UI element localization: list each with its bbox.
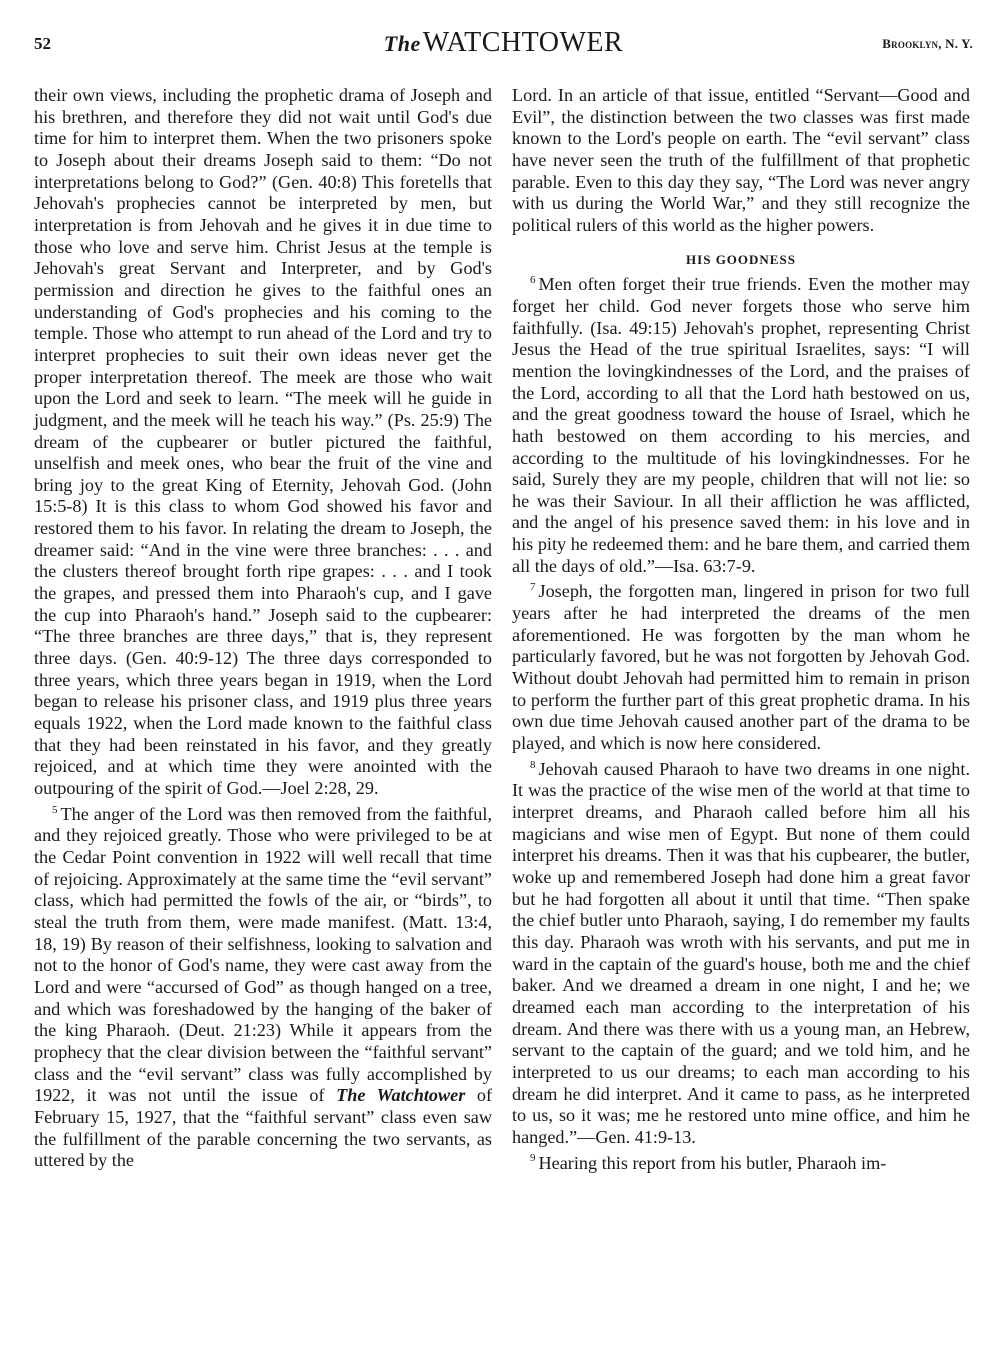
paragraph-continued: their own views, including the prophetic drama of Joseph and his brethren, and therefore they did not wait until God's due time for him to interpret them. When the two prisoners spoke to Joseph about their dreams Joseph said to them: “Do not interpretations belong to God?” (Gen. 40:8) This foretells that Jehovah's prophecies cannot be interpreted by men, but interpretation is from Jehovah and he gives it in due time to those who love and serve him. Christ Jesus at the temple is Jehovah's great Servant and Interpreter, and by God's permission and direction he gives to the faithful ones an understanding of God's prophecies and his coming to the temple. Those who attempt to run ahead of the Lord and try to interpret prophecies to suit their own ideas never get the proper interpretation thereof. The meek are those who wait upon the Lord and seek to learn. “The meek will he guide in judgment, and the meek will he teach his way.” (Ps. 25:9) The dream of the cupbearer or butler pictured the faithful, unselfish and meek ones, who bear the fruit of the vine and bring joy to the great King of Eternity, Jehovah God. (John 15:5-8) It is this class to whom God showed his favor and restored them to his favor. In relating the dream to Joseph, the dreamer said: “And in the vine were three branches: . . . and the clusters thereof brought forth ripe grapes: . . . and I took the grapes, and pressed them into Pharaoh's cup, and I gave the cup into Pharaoh's hand.” Joseph said to the cupbearer: “The three branches are three days,” that is, they represent three days. (Gen. 40:9-12) The three days corresponded to three years, which three years began in 1919, when the Lord began to release his prisoner class, and 1919 plus three years equals 1922, when the Lord made known to the faithful class that they had been reinstated in his favor, and they greatly rejoiced, and at which time they were anointed with the outpouring of the spirit of God.—Joel 2:28, 29. xyxy=(34,85,492,798)
paragraph-text: of February 15, 1927, that the “faithful servant” class even saw the fulfillment of the parable concerning the two servants, as uttered by the xyxy=(34,1085,492,1171)
paragraph-6 xyxy=(512,274,970,577)
paragraph-text: Men often forget their true friends. Even the mother may forget her child. God never forgets those who serve him faithfully. (Isa. 49:15) Jehovah's prophet, representing Christ Jesus the Head of the true spiritual Israelites, says: “I will mention the lovingkindnesses of the Lord, and the praises of the Lord, according to all that the Lord hath bestowed on us, and the great goodness toward the house of Israel, which he hath bestowed on them according to his mercies, and according to the multitude of his lovingkindnesses. For he said, Surely they are my people, children that will not lie: so he was their Saviour. In all their affliction he was afflicted, and the angel of his presence saved them: in his love and in his pity he redeemed them: and he bare them, and carried them all the days of old.”—Isa. 63:7-9. xyxy=(512,274,970,576)
paragraph-number: 7 xyxy=(530,581,536,594)
paragraph-number: 9 xyxy=(530,1152,536,1165)
masthead-title: WATCHTOWER xyxy=(422,27,624,58)
right-column xyxy=(512,85,970,1174)
publication-title-italic: The Watchtower xyxy=(336,1085,466,1106)
paragraph-number: 6 xyxy=(530,274,536,287)
left-column xyxy=(34,85,492,1172)
publication-location: Brooklyn, N. Y. xyxy=(882,36,973,51)
paragraph-7 xyxy=(512,581,970,754)
paragraph-text: The anger of the Lord was then removed from the faithful, and they rejoiced greatly. Those who were privileged to be at the Cedar Point convention in 1922 will well recall that time of rejoicing. Approximately at the same time the “evil servant” class, which had permitted the fowls of the air, or “birds”, to steal the truth from them, were made manifest. (Matt. 13:4, 18, 19) By reason of their selfishness, looking to salvation and not to the honor of God's name, they were cast away from the Lord and were “accursed of God” as though hanged on a tree, and which was foreshadowed by the hanging of the baker of the king Pharaoh. (Deut. 21:23) While it appears from the prophecy that the clear division between the “faithful servant” class and the “evil servant” class was fully accomplished by 1922, it was not until the issue of xyxy=(34,803,492,1106)
paragraph-text: Hearing this report from his butler, Pharaoh im- xyxy=(538,1152,887,1173)
masthead-prefix: The xyxy=(383,31,421,56)
paragraph-8 xyxy=(512,759,970,1149)
section-subheading: HIS GOODNESS xyxy=(686,251,796,267)
page-header xyxy=(0,0,1007,70)
paragraph-text: Joseph, the forgotten man, lingered in prison for two full years after he had interpreted the dreams of the men aforementioned. He was forgotten by the man whom he particularly favored, but he was not forgotten by Jehovah God. Without doubt Jehovah had permitted him to remain in prison to perform the further part of this great prophetic drama. In his own due time Jehovah caused another part of the drama to be played, and which is now here considered. xyxy=(512,581,970,754)
paragraph-text: Jehovah caused Pharaoh to have two dreams in one night. It was the practice of the wise men of the world at that time to interpret dreams, and Pharaoh called before him all his magicians and wise men of Egypt. But none of them could interpret his dreams. Then it was that his cupbearer, the butler, woke up and remembered Joseph had done him a great favor but he had forgotten all about it until that time. “Then spake the chief butler unto Pharaoh, saying, I do remember my faults this day. Pharaoh was wroth with his servants, and put me in ward in the captain of the guard's house, both me and the chief baker. And we dreamed a dream in one night, I and he; we dreamed each man according to the interpretation of his dream. And there was there with us a young man, an Hebrew, servant to the captain of the guard; and we told him, and he interpreted to us our dreams; to each man according to his dream he did interpret. And it came to pass, as he interpreted to us, so it was; me he restored unto mine office, and him he hanged.”—Gen. 41:9-13. xyxy=(512,758,970,1147)
page-number: 52 xyxy=(34,34,51,53)
paragraph-9 xyxy=(512,1153,970,1175)
paragraph-number: 8 xyxy=(530,758,536,771)
paragraph-5 xyxy=(34,804,492,1172)
masthead xyxy=(0,27,1007,59)
paragraph-number: 5 xyxy=(52,803,58,816)
paragraph-continued: Lord. In an article of that issue, entitled “Servant—Good and Evil”, the distinction between the two classes was first made known to the Lord's people on earth. The “evil servant” class have never seen the truth of the fulfillment of that prophetic parable. Even to this day they say, “The Lord was never angry with us during the World War,” and they still recognize the political rulers of this world as the higher powers. xyxy=(512,85,970,235)
